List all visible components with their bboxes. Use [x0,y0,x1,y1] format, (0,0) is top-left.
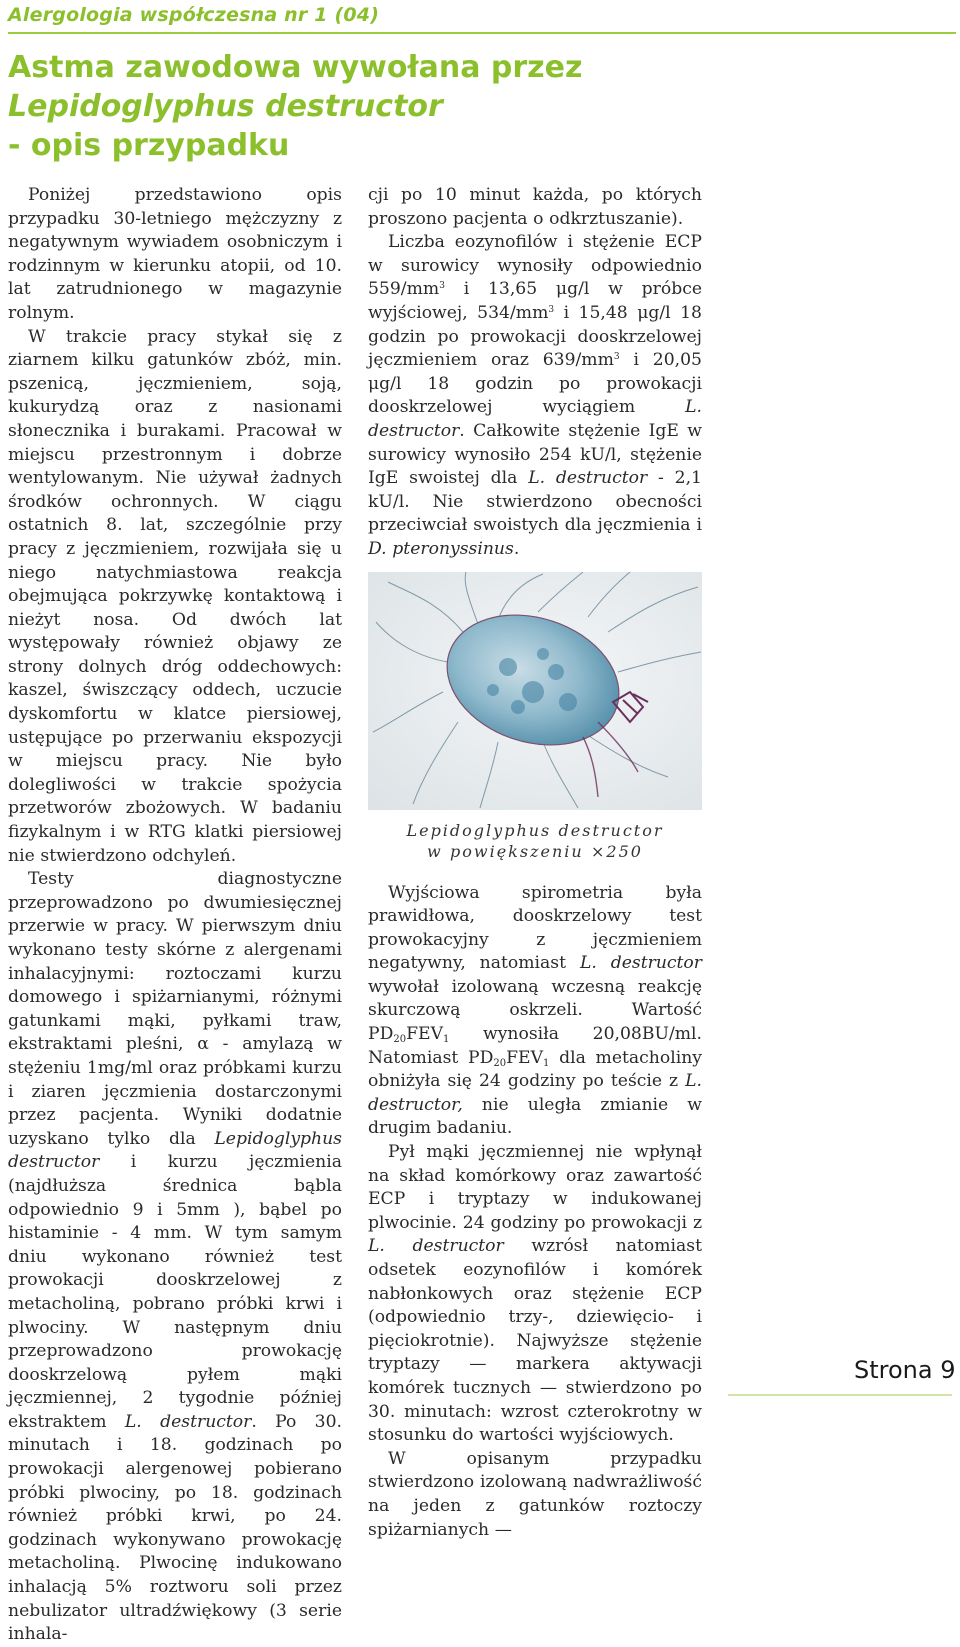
mite-illustration [368,572,702,810]
footer-divider [728,1394,952,1396]
left-column [8,184,342,1647]
paragraph: Pył mąki jęczmiennej nie wpłynął na skład komórkowy oraz zawartość ECP i tryptazy w indukowanej plwocinie. 24 godziny po prowokacji z L. destructor wzrósł natomiast odsetek eozynofilów i komórek nabłonkowych oraz stężenie ECP (odpowiednio trzy-, dziewięcio- i pięciokrotnie). Najwyższe stężenie tryptazy — markera aktywacji komórek tucznych — stwierdzono po 30. minutach: wzrost czterokrotny w stosunku do wartości wyjściowych. [368,1142,702,1446]
paragraph: W opisanym przypadku stwierdzono izolowaną nadwrażliwość na jeden z gatunków roztoczy spiżarnianych — [368,1448,702,1540]
mite-micrograph [368,572,702,810]
paragraph: Liczba eozynofilów i stężenie ECP w surowicy wynosiły odpowiednio $559/mm^3$ i 13,65 μg/l w próbce wyjściowej, $534/mm^3$ i 15,48 μg/l 18 godzin po prowokacji dooskrzelowej jęczmieniem oraz $639/mm^3$ i 20,05 μg/l 18 godzin po prowokacji dooskrzelowej wyciągiem L. destructor. Całkowite stężenie IgE w surowicy wynosiło 254 kU/l, stężenie IgE swoistej dla L. destructor - 2,1 kU/l. Nie stwierdzono obecności przeciwciał swoistych dla jęczmienia i D. pteronyssinus. [368,232,702,559]
title-line-2: Lepidoglyphus destructor [8,89,443,124]
page-number: Strona 9 [854,1356,956,1384]
paragraph: Poniżej przedstawiono opis przypadku 30-letniego mężczyzny z negatywnym wywiadem osobniczym i rodzinnym w kierunku atopii, od 10. lat zatrudnionego w magazynie rolnym. [8,185,342,323]
right-column [368,184,702,1542]
figure-caption [368,820,702,862]
article-title [8,48,708,165]
paragraph: Testy diagnostyczne przeprowadzono po dwumiesięcznej przerwie w pracy. W pierwszym dniu wykonano testy skórne z alergenami inhalacyjnymi: roztoczami kurzu domowego i spiżarnianymi, różnymi gatunkami mąki, pyłkami traw, ekstraktami pleśni, α - amylazą w stężeniu 1mg/ml oraz próbkami kurzu i ziaren jęczmienia dostarczonymi przez pacjenta. Wyniki dodatnie uzyskano tylko dla Lepidoglyphus destructor i kurzu jęczmienia (najdłuższa średnica bąbla odpowiednio 9 i 5mm ), bąbel po histaminie - 4 mm. W tym samym dniu wykonano również test prowokacji dooskrzelowej z metacholiną, pobrano próbki krwi i plwociny. W następnym dniu przeprowadzono prowokację dooskrzelową pyłem mąki jęczmiennej, 2 tygodnie później ekstraktem L. destructor. Po 30. minutach i 18. godzinach po prowokacji alergenowej pobierano próbki plwociny, po 18. godzinach również próbki krwi, po 24. godzinach wykonywano prowokację metacholiną. Plwocinę indukowano inhalacją 5% roztworu soli przez nebulizator ultradźwiękowy (3 serie inhala- [8,869,343,1645]
paragraph: W trakcie pracy stykał się z ziarnem kilku gatunków zbóż, min. pszenicą, jęczmieniem, soją, kukurydzą oraz z nasionami słonecznika i burakami. Pracował w miejscu przestronnym i dobrze wentylowanym. Nie używał żadnych środków ochronnych. W ciągu ostatnich 8. lat, szczególnie przy pracy z jęczmieniem, rozwijała się u niego natychmiastowa reakcja obejmująca pokrzywkę kontaktową i nieżyt nosa. Od dwóch lat występowały również objawy ze strony dolnych dróg oddechowych: kaszel, świszczący oddech, uczucie dyskomfortu w klatce piersiowej, ustępujące po przerwaniu ekspozycji w miejscu pracy. Nie było dolegliwości w trakcie spożycia przetworów zbożowych. W badaniu fizykalnym i w RTG klatki piersiowej nie stwierdzono odchyleń. [8,326,342,866]
caption-magnification: w powiększeniu ×250 [427,841,643,861]
caption-species: Lepidoglyphus destructor [406,820,664,840]
paragraph: cji po 10 minut każda, po których proszono pacjenta o odkrztuszanie). [368,185,702,229]
header-divider [8,32,956,34]
title-line-3: - opis przypadku [8,128,290,163]
title-line-1: Astma zawodowa wywołana przez [8,50,583,85]
journal-header: Alergologia współczesna nr 1 (04) [8,4,380,26]
paragraph: Wyjściowa spirometria była prawidłowa, dooskrzelowy test prowokacyjny z jęczmieniem negatywny, natomiast L. destructor wywołał izolowaną wczesną reakcję skurczową oskrzeli. Wartość $PD_{20}FEV_1$ wynosiła 20,08BU/ml. Natomiast $PD_{20}FEV_1$ dla metacholiny obniżyła się 24 godziny po teście z L. destructor, nie uległa zmianie w drugim badaniu. [368,882,703,1139]
